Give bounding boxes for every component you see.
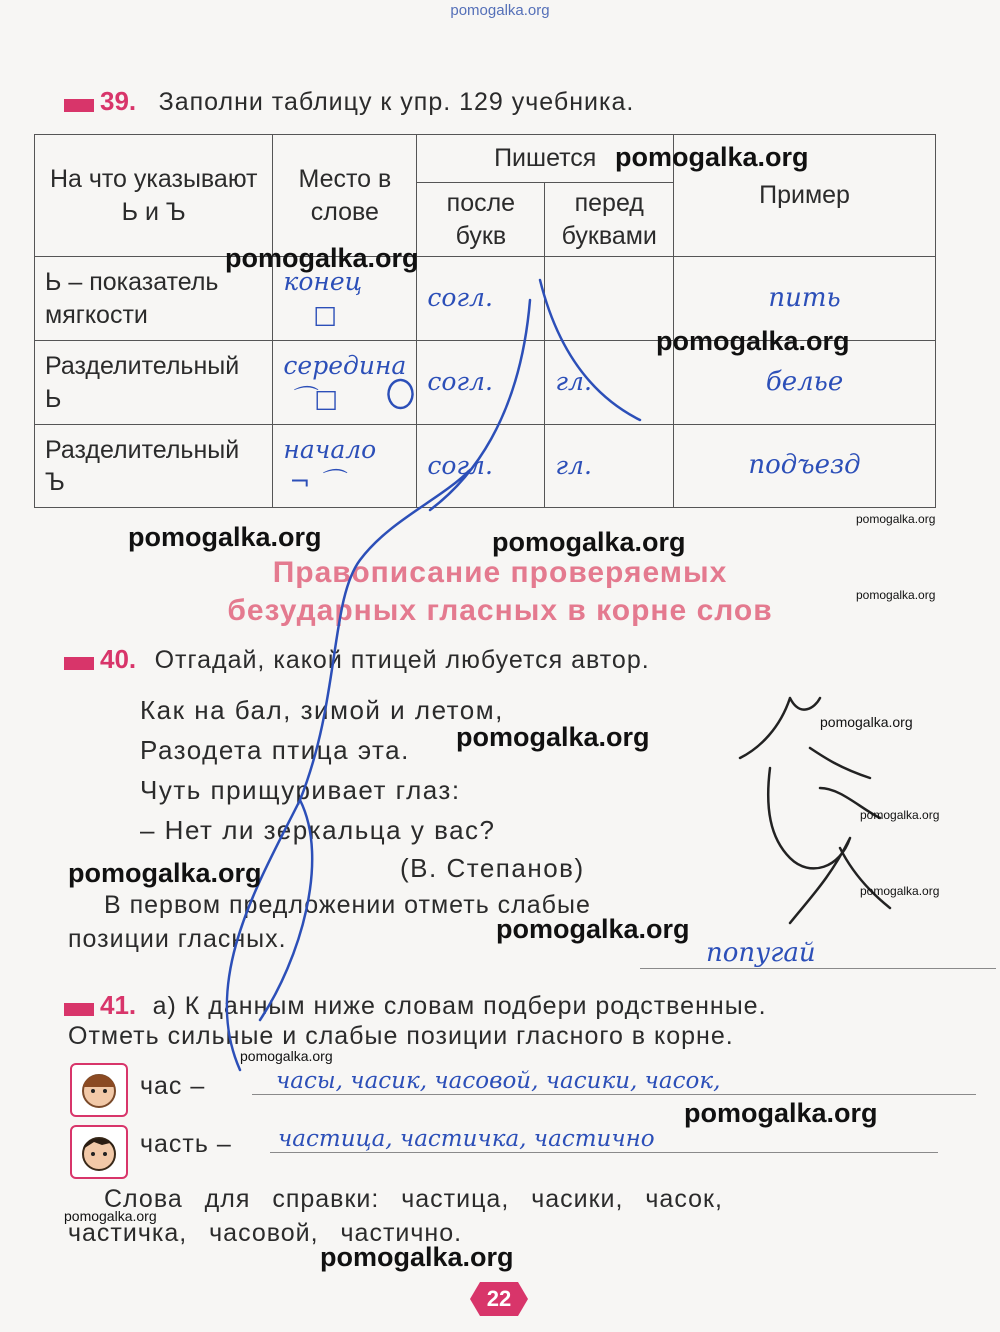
poem-author: (В. Степанов) xyxy=(400,853,585,883)
girl-avatar xyxy=(70,1063,128,1117)
watermark: pomogalka.org xyxy=(456,722,650,752)
exercise-task: Отгадай, какой птицей любуется автор. xyxy=(154,646,650,674)
watermark: pomogalka.org xyxy=(225,243,419,273)
row-after: согл. xyxy=(417,257,545,341)
answer-chas: часы, часик, часовой, часики, часок, xyxy=(252,1068,976,1095)
exercise-marker xyxy=(64,99,94,112)
watermark-small: pomogalka.org xyxy=(856,588,936,602)
poem xyxy=(140,690,504,850)
page-number: 22 xyxy=(486,1286,512,1311)
watermark: pomogalka.org xyxy=(320,1242,514,1272)
poem-line: Чуть прищуривает глаз: xyxy=(140,775,461,805)
row-before: гл. xyxy=(545,341,674,425)
row-after: согл. xyxy=(417,341,545,425)
row-place: конец □ xyxy=(273,257,417,341)
answer-chast: частица, частичка, частично xyxy=(270,1126,938,1153)
exercise-task: Заполни таблицу к упр. 129 учебника. xyxy=(158,88,635,116)
row-place: начало ¬ ⌒ xyxy=(273,425,417,508)
header-col4: Пример xyxy=(674,135,936,257)
row-example: белье xyxy=(674,341,936,425)
row-after: согл. xyxy=(417,425,545,508)
site-url[interactable]: pomogalka.org xyxy=(450,2,550,19)
boy-avatar xyxy=(70,1125,128,1179)
poem-line: Разодета птица эта. xyxy=(140,735,410,765)
row-example: пить xyxy=(674,257,936,341)
watermark: pomogalka.org xyxy=(684,1098,878,1128)
watermark: pomogalka.org xyxy=(128,522,322,552)
row-label: Разделительный Ь xyxy=(35,341,273,425)
exercise-39-table xyxy=(34,134,936,508)
watermark: pomogalka.org xyxy=(615,142,809,172)
poem-line: Как на бал, зимой и летом, xyxy=(140,695,504,725)
watermark: pomogalka.org xyxy=(656,326,850,356)
header-group: Пишется xyxy=(417,135,674,183)
table-row xyxy=(35,425,936,508)
exercise-marker xyxy=(64,657,94,670)
watermark-small: pomogalka.org xyxy=(860,808,940,822)
exercise-40-instruction: В первом предложении отметь слабые позиции гласных. xyxy=(68,891,591,953)
watermark-small: pomogalka.org xyxy=(820,714,913,730)
row-place: середина ⌒□ xyxy=(273,341,417,425)
exercise-task-line2: Отметь сильные и слабые позиции гласного в корне. xyxy=(68,1022,734,1050)
watermark-small: pomogalka.org xyxy=(240,1048,333,1064)
row-label: Ь – показатель мягкости xyxy=(35,257,273,341)
row-before xyxy=(545,257,674,341)
row-example: подъезд xyxy=(674,425,936,508)
reference-words: Слова для справки: частица, часики, часок, частичка, часовой, частично. xyxy=(68,1185,723,1247)
watermark: pomogalka.org xyxy=(496,914,690,944)
header-sub1: после букв xyxy=(417,183,545,257)
exercise-41-title xyxy=(64,990,767,1021)
row-before: гл. xyxy=(545,425,674,508)
watermark-small: pomogalka.org xyxy=(860,884,940,898)
word-chas: час – xyxy=(140,1072,206,1100)
section-heading-line1: Правописание проверяемых xyxy=(272,556,728,589)
exercise-number: 40. xyxy=(100,644,137,674)
answer-parrot: попугай xyxy=(640,938,996,969)
header-col2: Место в слове xyxy=(273,135,417,257)
header-sub2: перед буквами xyxy=(545,183,674,257)
exercise-marker xyxy=(64,1003,94,1016)
watermark: pomogalka.org xyxy=(492,527,686,557)
exercise-task: а) К данным ниже словам подбери родственные. xyxy=(152,992,767,1020)
exercise-number: 41. xyxy=(100,990,137,1020)
poem-line: – Нет ли зеркальца у вас? xyxy=(140,815,496,845)
section-heading-line2: безударных гласных в корне слов xyxy=(227,594,773,627)
word-chast: часть – xyxy=(140,1130,232,1158)
exercise-39-title xyxy=(64,86,634,117)
watermark-small: pomogalka.org xyxy=(64,1208,157,1224)
header-col1: На что указывают Ь и Ъ xyxy=(35,135,273,257)
watermark: pomogalka.org xyxy=(68,858,262,888)
exercise-number: 39. xyxy=(100,86,137,116)
watermark-small: pomogalka.org xyxy=(856,512,936,526)
exercise-40-title xyxy=(64,644,650,675)
row-label: Разделительный Ъ xyxy=(35,425,273,508)
